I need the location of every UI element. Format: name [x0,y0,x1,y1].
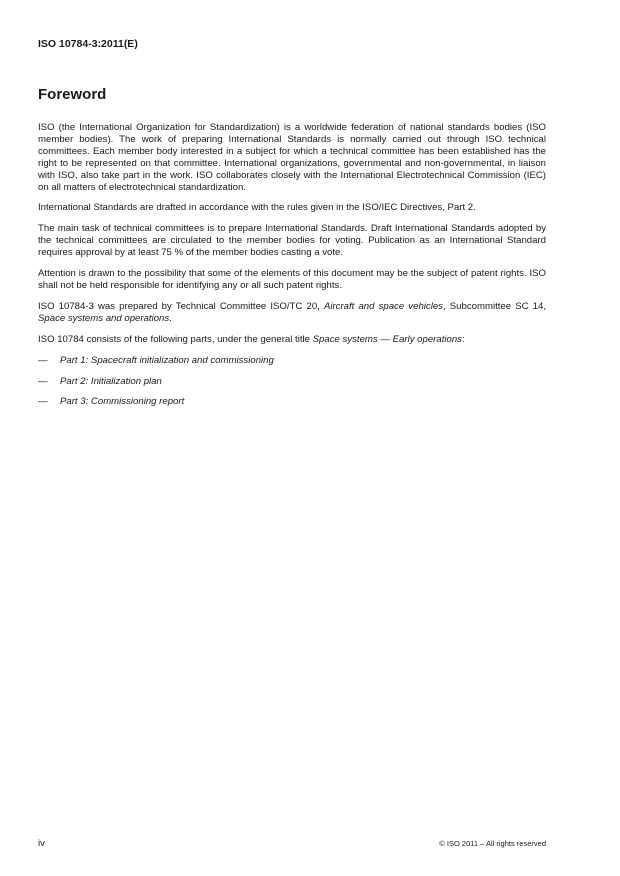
parts-intro-text-c: : [461,333,465,345]
prepared-by-text-e: . [169,312,172,324]
document-id-header: ISO 10784-3:2011(E) [38,38,138,50]
paragraph-directives: International Standards are drafted in accordance with the rules given in the ISO/IEC Directives, Part 2. [38,202,476,214]
part-2-title: Part 2: Initialization plan [60,375,162,387]
list-item [38,376,546,388]
list-dash: — [38,396,48,408]
list-item [38,355,546,367]
general-title: Space systems — Early operations [312,333,462,345]
subcommittee-title: Space systems and operations [38,312,170,324]
paragraph-iso-federation: ISO (the International Organization for Standardization) is a worldwide federation of national standards bodies (ISO member bodies). The work of preparing International Standards is normally carried out through ISO technical committees. Each member body interested in a subject for which a technical committee has been established has the right to be represented on that committee. International organizations, governmental and non-governmental, in liaison with ISO, also take part in the work. ISO collaborates closely with the International Electrotechnical Commission (IEC) on all matters of electrotechnical standardization. [38,122,546,193]
part-3-title: Part 3: Commissioning report [60,396,185,408]
list-dash: — [38,354,48,366]
paragraph-main-task: The main task of technical committees is to prepare International Standards. Draft International Standards adopted by the technical committees are circulated to the member bodies for voting. Publication as an International Standard requires approval by at least 75 % of the member bodies casting a vote. [38,223,546,259]
parts-list [38,355,546,409]
prepared-by-text-a: ISO 10784-3 was prepared by Technical Committee ISO/TC 20, [38,300,324,312]
paragraph-patent-rights: Attention is drawn to the possibility that some of the elements of this document may be the subject of patent rights. ISO shall not be held responsible for identifying any or all such patent rights. [38,268,546,291]
foreword-body [38,122,546,417]
list-dash: — [38,375,48,387]
page-title: Foreword [38,86,107,103]
committee-title: Aircraft and space vehicles [323,300,443,312]
paragraph-parts-intro [38,334,546,346]
paragraph-prepared-by [38,301,546,325]
parts-intro-text-a: ISO 10784 consists of the following parts, under the general title [38,333,313,345]
page-number: iv [38,838,45,849]
copyright-notice: © ISO 2011 – All rights reserved [439,839,546,848]
part-1-title: Part 1: Spacecraft initialization and commissioning [60,354,274,366]
prepared-by-text-c: , Subcommittee SC 14, [442,300,546,312]
list-item [38,396,546,408]
